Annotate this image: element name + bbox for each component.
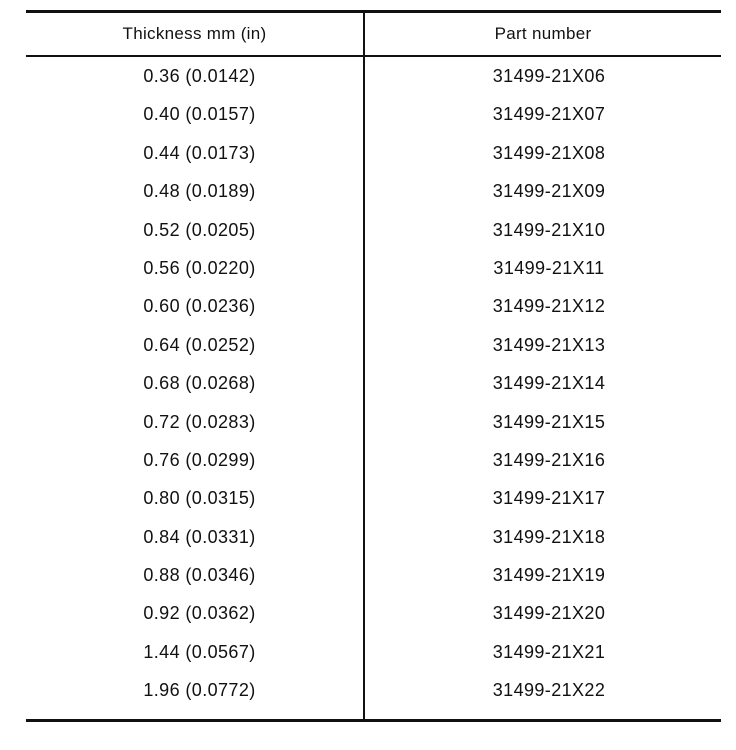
thickness-cell: 0.64 (0.0252) [143,334,256,355]
table-row [26,556,721,594]
table-header-row [26,13,721,55]
part-number-cell: 31499-21X19 [492,565,606,586]
part-number-cell: 31499-21X21 [492,641,606,662]
part-number-cell: 31499-21X22 [492,680,606,701]
table-row [26,287,721,325]
table-row [26,518,721,556]
thickness-cell: 0.48 (0.0189) [143,181,256,202]
table-row [26,134,721,172]
shim-thickness-table [26,10,721,722]
table-row [26,57,721,95]
part-number-cell: 31499-21X10 [492,219,606,240]
thickness-column-header: Thickness mm (in) [122,24,267,43]
part-number-cell: 31499-21X20 [492,603,606,624]
table-row [26,671,721,709]
part-number-cell: 31499-21X14 [492,373,606,394]
thickness-cell: 0.92 (0.0362) [143,603,256,624]
table-row [26,211,721,249]
table-row [26,326,721,364]
thickness-cell: 0.84 (0.0331) [143,526,256,547]
table-row [26,172,721,210]
table-body [26,57,721,710]
thickness-cell: 0.56 (0.0220) [143,257,256,278]
table-bottom-rule [26,719,721,722]
thickness-cell: 0.80 (0.0315) [143,488,256,509]
thickness-cell: 1.44 (0.0567) [143,641,256,662]
part-number-cell: 31499-21X07 [492,104,606,125]
part-number-cell: 31499-21X08 [492,142,606,163]
thickness-cell: 0.40 (0.0157) [143,104,256,125]
thickness-cell: 0.72 (0.0283) [143,411,256,432]
part-number-cell: 31499-21X16 [492,449,606,470]
part-number-cell: 31499-21X13 [492,334,606,355]
part-number-cell: 31499-21X17 [492,488,606,509]
table-row [26,403,721,441]
part-number-cell: 31499-21X09 [492,181,606,202]
part-number-cell: 31499-21X12 [492,296,606,317]
thickness-cell: 0.60 (0.0236) [143,296,256,317]
table-row [26,95,721,133]
thickness-cell: 0.36 (0.0142) [143,66,256,86]
table-row [26,633,721,671]
part-number-cell: 31499-21X06 [492,66,606,86]
table-row [26,364,721,402]
thickness-cell: 1.96 (0.0772) [143,680,256,701]
table-row [26,479,721,517]
table-row [26,594,721,632]
part-number-cell: 31499-21X18 [492,526,606,547]
part-number-cell: 31499-21X15 [492,411,606,432]
thickness-cell: 0.52 (0.0205) [143,219,256,240]
table-row [26,249,721,287]
part-number-cell: 31499-21X11 [493,257,605,278]
thickness-cell: 0.44 (0.0173) [143,142,256,163]
thickness-cell: 0.76 (0.0299) [143,449,256,470]
thickness-cell: 0.88 (0.0346) [143,565,256,586]
thickness-cell: 0.68 (0.0268) [143,373,256,394]
table-row [26,441,721,479]
part-number-column-header: Part number [494,24,592,43]
